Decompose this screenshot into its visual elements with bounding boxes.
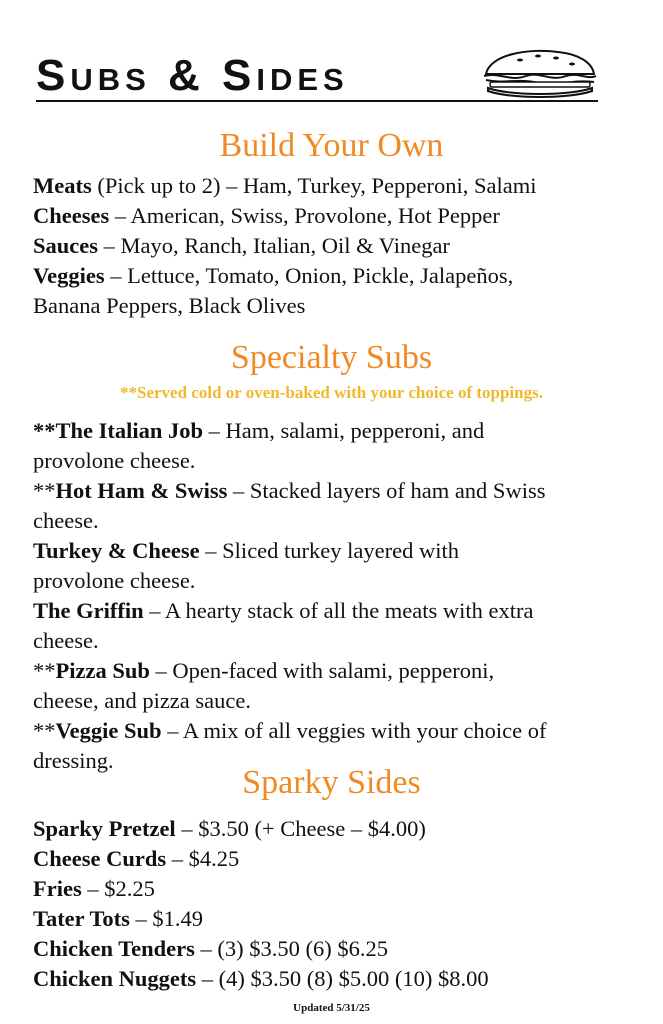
- item-desc: – Ham, salami, pepperoni, and: [203, 418, 485, 443]
- item-name: Fries: [33, 876, 82, 901]
- item-desc-cont: provolone cheese.: [33, 568, 196, 593]
- item-prefix: **: [33, 478, 56, 503]
- item-name: Cheese Curds: [33, 846, 167, 871]
- item-price: – (4) $3.50 (8) $5.00 (10) $8.00: [196, 966, 489, 991]
- item-price: – (3) $3.50 (6) $6.25: [194, 936, 389, 961]
- item-desc: – Sliced turkey layered with: [199, 538, 459, 563]
- item-name: Hot Ham & Swiss: [55, 478, 228, 503]
- item-desc: – A hearty stack of all the meats with extra: [143, 598, 534, 623]
- item-label: Cheeses: [33, 203, 110, 228]
- list-item: [33, 261, 633, 291]
- item-name: Chicken Tenders: [33, 936, 195, 961]
- item-desc-cont: cheese.: [33, 628, 99, 653]
- item-text: – Mayo, Ranch, Italian, Oil & Vinegar: [98, 233, 450, 258]
- item-text: (Pick up to 2) – Ham, Turkey, Pepperoni, Salami: [91, 173, 537, 198]
- title-underline: [36, 100, 598, 102]
- item-label: Veggies: [33, 263, 105, 288]
- item-name: Chicken Nuggets: [33, 966, 197, 991]
- list-item: [33, 416, 633, 476]
- item-desc-cont: provolone cheese.: [33, 448, 196, 473]
- sub-sandwich-icon: [480, 44, 600, 100]
- item-desc-cont: cheese.: [33, 508, 99, 533]
- item-price: – $4.25: [166, 846, 240, 871]
- item-desc-cont: dressing.: [33, 748, 114, 773]
- item-name: Veggie Sub: [55, 718, 162, 743]
- updated-date: Updated 5/31/25: [293, 1002, 370, 1014]
- page-title: Subs & Sides: [36, 51, 349, 100]
- list-item: [33, 476, 633, 536]
- item-name: Pizza Sub: [55, 658, 150, 683]
- item-text: – American, Swiss, Provolone, Hot Pepper: [109, 203, 500, 228]
- sparky-sides-list: [33, 814, 633, 994]
- item-prefix: **: [33, 658, 56, 683]
- list-item: [33, 656, 633, 716]
- list-item: [33, 904, 633, 934]
- item-prefix: **: [33, 418, 56, 443]
- item-prefix: **: [33, 718, 56, 743]
- menu-header: [36, 44, 601, 104]
- list-item: [33, 536, 633, 596]
- item-text: – Lettuce, Tomato, Onion, Pickle, Jalapeños,: [104, 263, 514, 288]
- list-item-continued: Banana Peppers, Black Olives: [33, 293, 306, 318]
- item-label: Meats: [33, 173, 92, 198]
- build-your-own-list: [33, 171, 633, 321]
- item-name: The Griffin: [33, 598, 144, 623]
- list-item: [33, 964, 633, 994]
- item-name: Tater Tots: [33, 906, 130, 931]
- item-name: The Italian Job: [55, 418, 204, 443]
- list-item: [33, 171, 633, 201]
- list-item: [33, 814, 633, 844]
- item-name: Sparky Pretzel: [33, 816, 176, 841]
- specialty-subs-list: [33, 416, 633, 776]
- build-your-own-title: Build Your Own: [219, 127, 444, 164]
- item-price: – $2.25: [81, 876, 155, 901]
- list-item: [33, 596, 633, 656]
- item-desc: – Open-faced with salami, pepperoni,: [149, 658, 495, 683]
- item-desc: – Stacked layers of ham and Swiss: [227, 478, 546, 503]
- list-item: [33, 874, 633, 904]
- item-desc: – A mix of all veggies with your choice of: [161, 718, 547, 743]
- specialty-note: **Served cold or oven-baked with your choice of toppings.: [120, 383, 543, 402]
- list-item: [33, 231, 633, 261]
- list-item: [33, 934, 633, 964]
- item-desc-cont: cheese, and pizza sauce.: [33, 688, 251, 713]
- sparky-sides-title: Sparky Sides: [242, 764, 421, 801]
- item-price: – $1.49: [129, 906, 204, 931]
- specialty-subs-title: Specialty Subs: [230, 339, 433, 376]
- item-label: Sauces: [33, 233, 99, 258]
- list-item: [33, 844, 633, 874]
- item-name: Turkey & Cheese: [33, 538, 200, 563]
- item-price: – $3.50 (+ Cheese – $4.00): [175, 816, 426, 841]
- list-item: [33, 201, 633, 231]
